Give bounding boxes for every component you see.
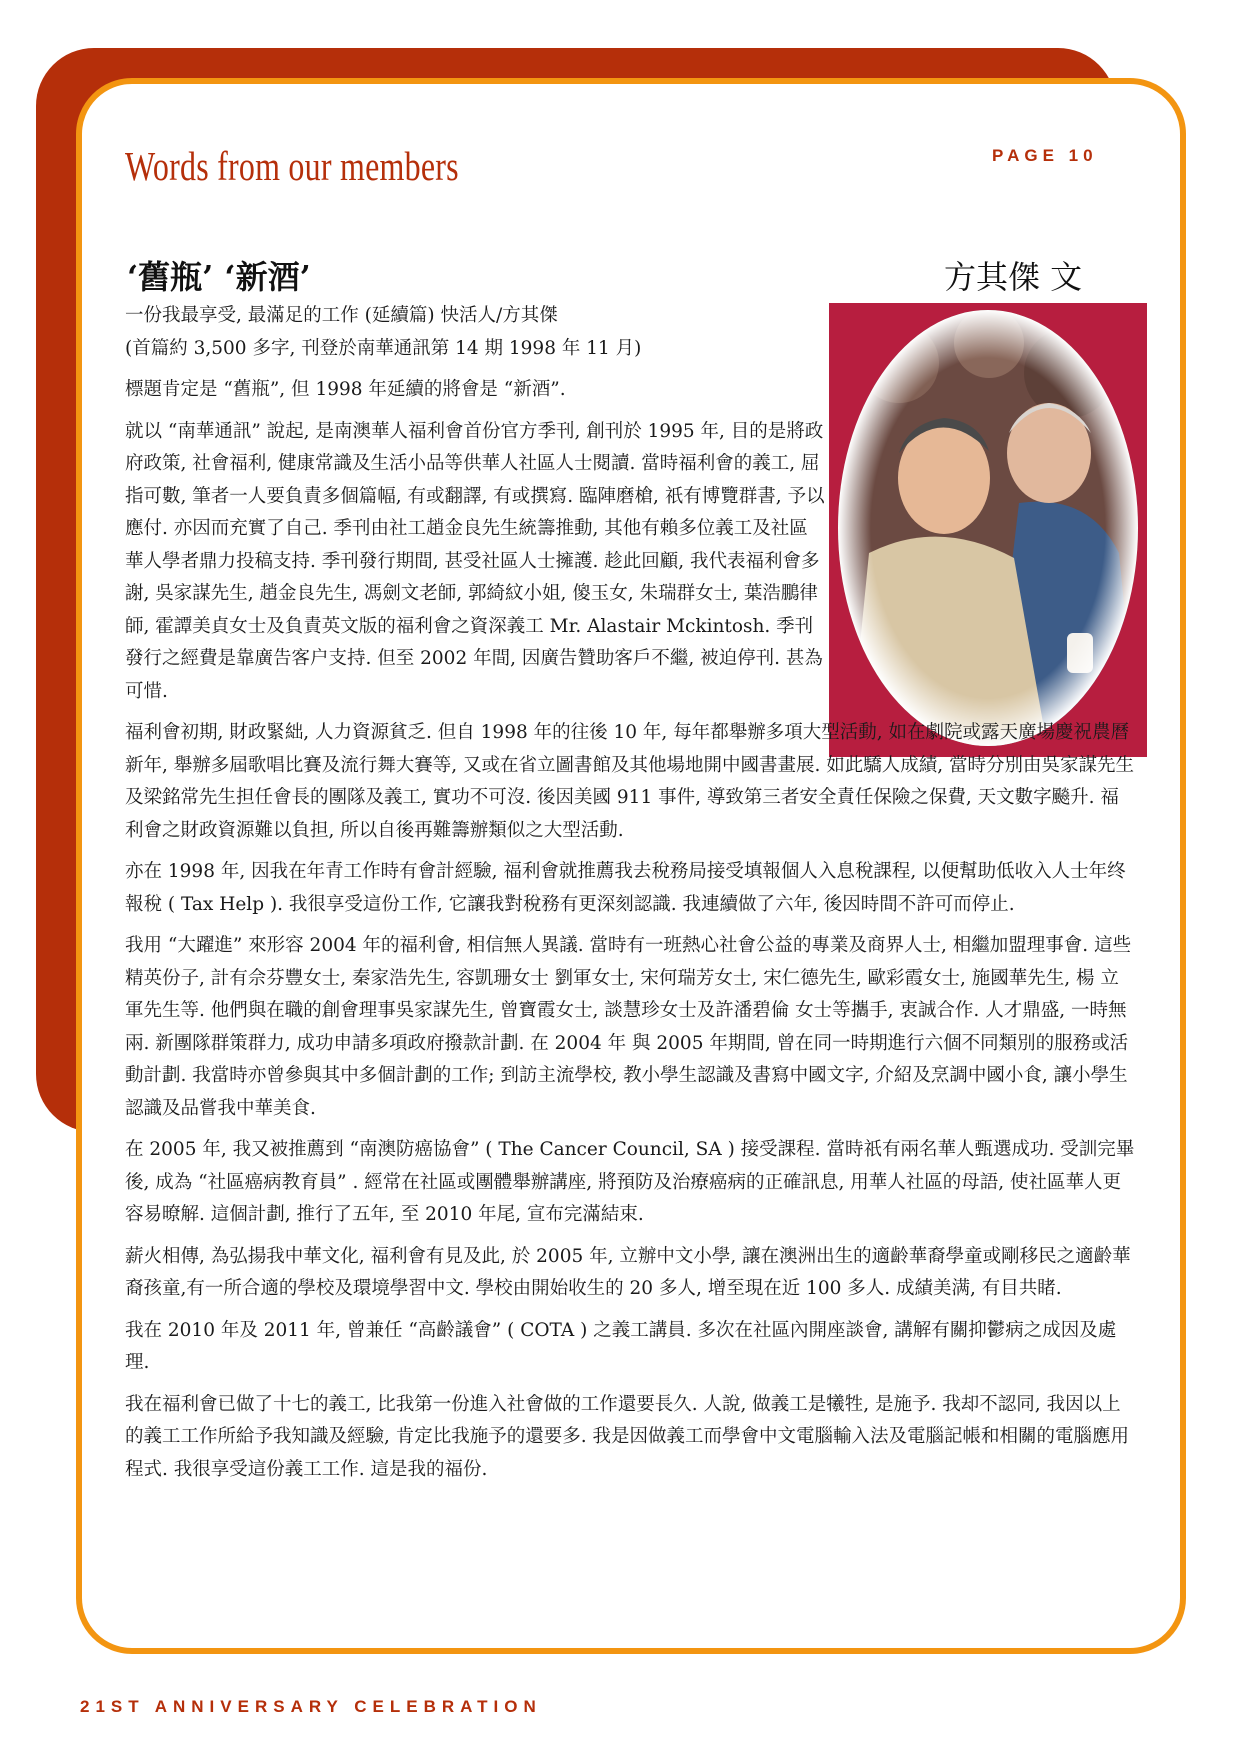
footer-anniversary: 21ST ANNIVERSARY CELEBRATION: [80, 1697, 542, 1716]
paragraph: 我用 “大躍進” 來形容 2004 年的福利會, 相信無人異議. 當時有一班熱心社會公益的專業及商界人士, 相繼加盟理事會. 這些精英份子, 計有佘芬豐女士, 秦家浩先生, 容凱珊女士 劉軍女士, 宋何瑞芳女士, 宋仁德先生, 歐彩霞女士, 施國華先生, 楊 立軍先生等. 他們與在職的創會理事吳家謀先生, 曾寶霞女士, 談慧珍女士及許潘碧倫 女士等攜手, 衷誠合作. 人才鼎盛, 一時無兩. 新團隊群策群力, 成功申請多項政府撥款計劃. 在 2004 年 與 2005 年期間, 曾在同一時期進行六個不同類別的服務或活動計劃. 我當時亦曾參與其中多個計劃的工作; 到訪主流學校, 教小學生認識及書寫中國文字, 介紹及烹調中國小食, 讓小學生認識及品嘗我中華美食.: [125, 935, 1132, 1119]
article-body: [125, 300, 1135, 1495]
article-title: ‘舊瓶’ ‘新酒’: [127, 258, 311, 296]
paragraph: 亦在 1998 年, 因我在年青工作時有會計經驗, 福利會就推薦我去稅務局接受填報個人入息稅課程, 以便幫助低收入人士年终報稅 ( Tax Help ). 我很享受這份工作, 它讓我對稅務有更深刻認識. 我連續做了六年, 後因時間不許可而停止.: [125, 861, 1126, 915]
paragraph: 我在 2010 年及 2011 年, 曾兼任 “高齡議會” ( COTA ) 之義工講員. 多次在社區內開座談會, 講解有關抑鬱病之成因及處理.: [125, 1319, 1117, 1373]
paragraph: 薪火相傳, 為弘揚我中華文化, 福利會有見及此, 於 2005 年, 立辦中文小學, 讓在澳洲出生的適齡華裔學童或剛移民之適齡華裔孩童,有一所合適的學校及環境學習中文. 學校由開始收生的 20 多人, 增至現在近 100 多人. 成績美满, 有目共睹.: [125, 1245, 1131, 1299]
paragraph: 福利會初期, 財政緊絀, 人力資源貧乏. 但自 1998 年的往後 10 年, 每年都舉辦多項大型活動, 如在劇院或露天廣場慶祝農曆新年, 舉辦多屆歌唱比賽及流行舞大賽等, 又或在省立圖書館及其他場地開中國書畫展. 如此驕人成績, 當時分別由吳家謀先生及梁銘常先生担任會長的團隊及義工, 實功不可沒. 後因美國 911 事件, 導致第三者安全責任保險之保費, 天文數字飈升. 福利會之財政資源難以負担, 所以自後再難籌辦類似之大型活動.: [125, 722, 1135, 841]
paragraph: 在 2005 年, 我又被推薦到 “南澳防癌協會” ( The Cancer Council, SA ) 接受課程. 當時祇有兩名華人甄選成功. 受訓完畢後, 成為 “社區癌病教育員” . 經常在社區或團體舉辦講座, 將預防及治療癌病的正確訊息, 用華人社區的母語, 使社區華人更容易暸解. 這個計劃, 推行了五年, 至 2010 年尾, 宣布完滿結束.: [125, 1139, 1135, 1225]
paragraph: 就以 “南華通訊” 說起, 是南澳華人福利會首份官方季刊, 創刊於 1995 年, 目的是將政府政策, 社會福利, 健康常識及生活小品等供華人社區人士閱讀. 當時福利會的義工, 屈指可數, 筆者一人要負責多個篇幅, 有或翻譯, 有或撰寫. 臨陣磨槍, 祇有博覽群書, 予以應付. 亦因而充實了自己. 季刊由社工趙金良先生統籌推動, 其他有賴多位義工及社區華人學者鼎力投稿支持. 季刊發行期間, 甚受社區人士擁護. 趁此回顧, 我代表福利會多謝, 吳家謀先生, 趙金良先生, 馮劍文老師, 郭綺紋小姐, 傻玉女, 朱瑞群女士, 葉浩鵬律師, 霍譚美貞女士及負責英文版的福利會之資深義工 Mr. Alastair Mckintosh. 季刊發行之經費是靠廣告客户支持. 但至 2002 年間, 因廣告贊助客戶不繼, 被迫停刊. 甚為可惜.: [125, 420, 825, 702]
intro-line: 一份我最享受, 最滿足的工作 (延續篇) 快活人/方其傑: [125, 305, 558, 326]
article-author: 方其傑 文: [944, 258, 1083, 296]
paragraph: 我在福利會已做了十七的義工, 比我第一份進入社會做的工作還要長久. 人說, 做義工是犧牲, 是施予. 我却不認同, 我因以上的義工工作所給予我知識及經驗, 肯定比我施予的還要多. 我是因做義工而學會中文電腦輸入法及電腦記帳和相關的電腦應用程式. 我很享受這份義工工作. 這是我的福份.: [125, 1393, 1130, 1480]
section-title: Words from our members: [125, 143, 459, 189]
page-number: PAGE 10: [992, 146, 1098, 165]
intro-line: (首篇約 3,500 多字, 刊登於南華通訊第 14 期 1998 年 11 月): [125, 337, 642, 359]
paragraph: 標題肯定是 “舊瓶”, 但 1998 年延續的將會是 “新酒”.: [125, 379, 566, 400]
intro-block: [125, 300, 825, 708]
